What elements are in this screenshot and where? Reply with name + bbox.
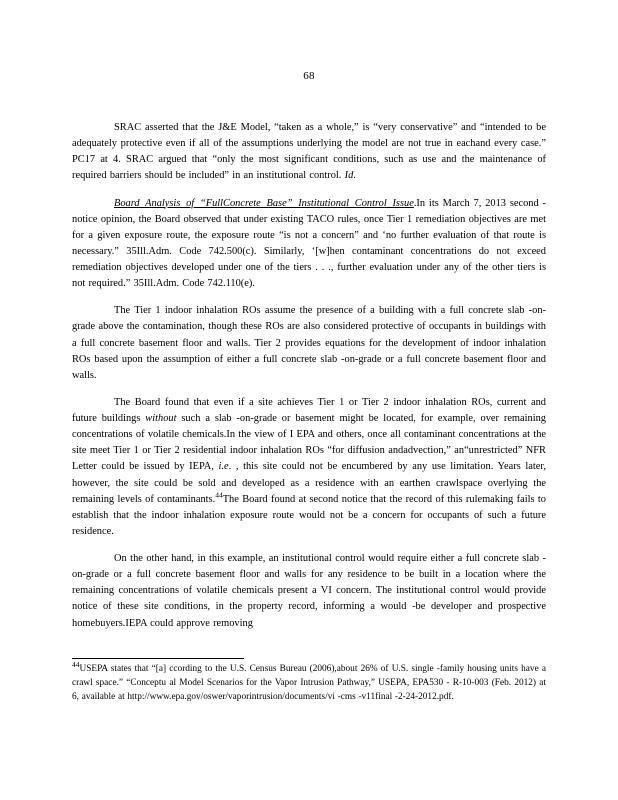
paragraph-5-body: On the other hand, in this example, an institutional control would require either a full concrete slab -on-grade or a full concrete basement floor and walls for any residence to be built in a location where the remaining concentrations of volatile chemicals present a VI concern. The institutional control would provide notice of these site conditions, in the property record, informing a would -be developer and prospective homebuyers.IEPA could approve removing: [72, 553, 546, 629]
paragraph-1-run-5: .: [353, 170, 356, 182]
paragraph-4-run-6: . , this site could not be encumbered by any use limitation. Years later, however, the site could be sold and developed as a residence with an earthen crawlspace overlying the remaining levels of contaminants.: [72, 461, 546, 505]
paragraph-4-emphasis-ie: i.e: [218, 461, 229, 473]
paragraph-1-run-3: .” PC17 at 4. SRAC argued that “only the most significant conditions, such as use and the maintenance of required barriers should be included” in an institutional control.: [72, 138, 547, 182]
paragraph-1-run-2: and every case: [475, 138, 539, 150]
paragraph-4: [72, 395, 546, 540]
paragraph-4-run-4: advection,” an“unrestricted” NFR Letter could be issued by IEPA,: [72, 445, 546, 473]
footnote-separator: [72, 658, 244, 659]
footnote-reference-44[interactable]: 44: [215, 490, 223, 500]
paragraph-2-body: .In its March 7, 2013 second -notice opinion, the Board observed that under existing TACO rules, once Tier 1 remediation objectives are met for a given exposure route, the exposure route “is not a concern” and ‘no further evaluation of that route is necessary.” 35Ill.Adm. Code 742.500(c). Similarly, ‘[w]hen contaminant concentrations do not exceed remediation objectives developed under one of the tiers . . ., further evaluation under any of the other tiers is not required.” 35Ill.Adm. Code 742.110(e).: [72, 197, 546, 290]
document-body: [72, 120, 546, 704]
footnote-44: [72, 659, 546, 705]
paragraph-5: [72, 551, 546, 632]
paragraph-2-heading: Board Analysis of “Full: [114, 197, 224, 209]
paragraph-1: [72, 120, 546, 185]
paragraph-3-body: The Tier 1 indoor inhalation ROs assume the presence of a building with a full concrete slab -on-grade above the contamination, though these ROs are also considered protective of occupants in buildings with a full concrete basement floor and walls. Tier 2 provides equations for the development of indoor inhalation ROs based upon the assumption of either a full concrete slab -on-grade or a full concrete basement floor and walls.: [72, 305, 546, 381]
paragraph-4-emphasis-without: without: [145, 413, 177, 424]
paragraph-3: [72, 303, 546, 384]
footnote-text: USEPA states that “[a] ccording to the U.S. Census Bureau (2006),about 26% of U.S. single -family housing units have a crawl space.” “Conceptu al Model Scenarios for the Vapor Intrusion Pathway,” USEPA, EPA530 - R-10-003 (Feb. 2012) at 6, available at http://www.epa.gov/oswer/vaporintrusion/documents/vi -cms -v11final -2-24-2012.pdf.: [72, 663, 546, 702]
paragraph-4-run-3: such a slab -on-grade or basement might be located, for example, over remaining concentrations of volatile chemicals.In the view of I EPA and others, once all contaminant concentrations at the site meet Tier 1 or Tier 2 residential indoor inhalation ROs “for diffusion and: [72, 413, 546, 457]
paragraph-2-heading-cont: Concrete Base” Institutional Control Issue: [223, 197, 414, 209]
page-number: 68: [303, 70, 315, 82]
paragraph-1-run-1: SRAC asserted that the J&E Model, “taken as a whole,” is “very conservative” and “intended to be adequately protective even if all of the assumptions underlying the model are not true in each: [72, 122, 546, 150]
paragraph-1-citation-id: Id: [344, 170, 354, 182]
footnote-number: 44: [72, 659, 80, 669]
paragraph-4-run-8: The Board found at second notice that the record of this rulemaking fails to establish that the indoor inhalation exposure route would not be a concern for occupants of such a future residence.: [72, 493, 546, 537]
paragraph-4-run-1: The Board found that even if a site achieves Tier 1 or Tier 2 indoor inhalation ROs, current and future buildings: [72, 396, 546, 424]
paragraph-2: [72, 196, 546, 293]
